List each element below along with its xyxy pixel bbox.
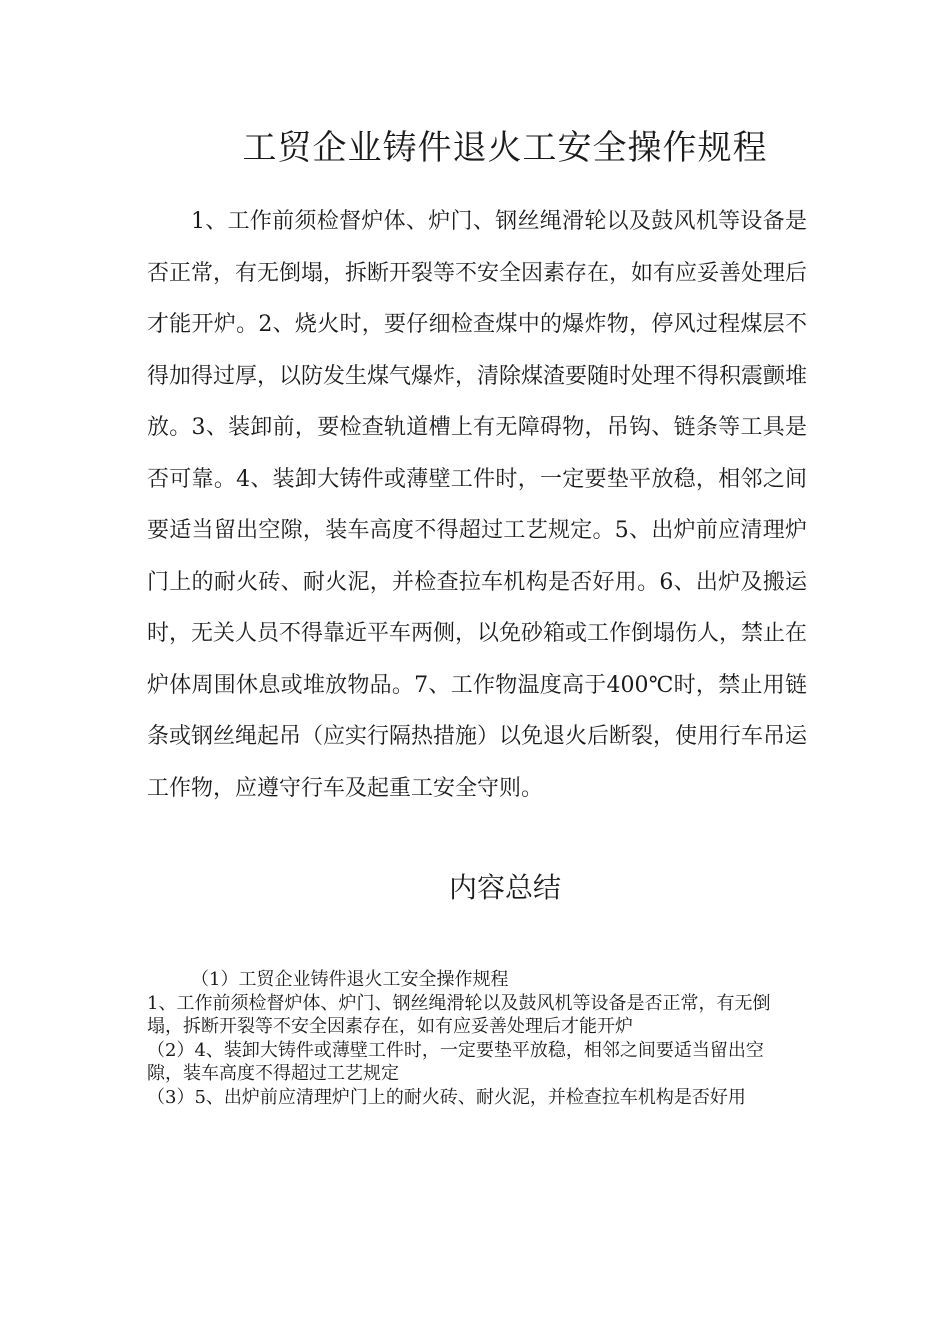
summary-line: 1、工作前须检督炉体、炉门、钢丝绳滑轮以及鼓风机等设备是否正常，有无倒塌，拆断开裂等不安全因素存在，如有应妥善处理后才能开炉: [147, 992, 771, 1037]
summary-line: （2）4、装卸大铸件或薄壁工件时，一定要垫平放稳，相邻之间要适当留出空隙，装车高度不得超过工艺规定: [147, 1039, 764, 1084]
summary-block: [147, 968, 797, 1109]
summary-line: （3）5、出炉前应清理炉门上的耐火砖、耐火泥，并检查拉车机构是否好用: [147, 1086, 746, 1108]
summary-line: （1）工贸企业铸件退火工安全操作规程: [191, 969, 509, 990]
body-paragraph: 1、工作前须检督炉体、炉门、钢丝绳滑轮以及鼓风机等设备是否正常，有无倒塌，拆断开裂等不安全因素存在，如有应妥善处理后才能开炉。2、烧火时，要仔细检查煤中的爆炸物，停风过程煤层不得加得过厚，以防发生煤气爆炸，清除煤渣要随时处理不得积震颤堆放。3、装卸前，要检查轨道槽上有无障碍物，吊钩、链条等工具是否可靠。4、装卸大铸件或薄壁工件时，一定要垫平放稳，相邻之间要适当留出空隙，装车高度不得超过工艺规定。5、出炉前应清理炉门上的耐火砖、耐火泥，并检查拉车机构是否好用。6、出炉及搬运时，无关人员不得靠近平车两侧，以免砂箱或工作倒塌伤人，禁止在炉体周围休息或堆放物品。7、工作物温度高于400℃时，禁止用链条或钢丝绳起吊（应实行隔热措施）以免退火后断裂，使用行车吊运工作物，应遵守行车及起重工安全守则。: [147, 209, 808, 801]
summary-title: 内容总结: [448, 871, 561, 904]
document-title: 工贸企业铸件退火工安全操作规程: [242, 128, 768, 168]
